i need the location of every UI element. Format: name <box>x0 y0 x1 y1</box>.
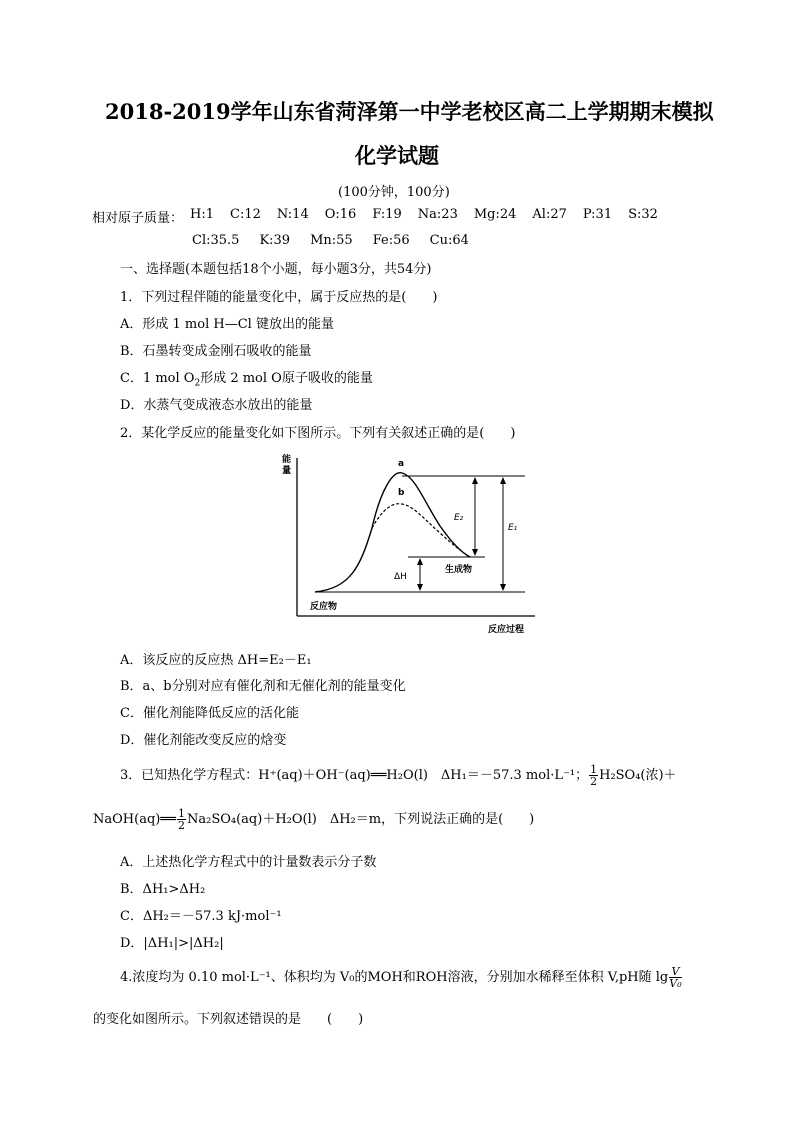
q1-stem: 1．下列过程伴随的能量变化中，属于反应热的是( ) <box>120 290 438 305</box>
label-dh: ΔH <box>394 572 407 582</box>
frac-den: V₀ <box>669 977 682 990</box>
mass-k: K:39 <box>259 233 291 248</box>
q2-option-d: D．催化剂能改变反应的焓变 <box>120 733 287 748</box>
e2-arrow-head-bottom <box>472 549 478 556</box>
curve-b <box>372 504 470 557</box>
y-axis-label-bottom: 量 <box>282 466 292 476</box>
q3-frac-2 <box>177 808 186 831</box>
page-subtitle-title: 化学试题 <box>355 143 439 168</box>
q1-c-pre: C．1 mol O <box>120 371 195 386</box>
e1-arrow-head-bottom <box>500 584 506 591</box>
frac-den: 2 <box>178 819 185 832</box>
mass-cu: Cu:64 <box>429 233 469 248</box>
mass-c: C:12 <box>230 207 261 222</box>
dh-arrow-head-top <box>417 558 423 565</box>
frac-den: 2 <box>590 775 598 788</box>
mass-cl: Cl:35.5 <box>192 233 240 248</box>
e2-arrow-head-top <box>472 477 478 484</box>
section-heading: 一、选择题(本题包括18个小题，每小题3分，共54分) <box>120 262 432 277</box>
mass-s: S:32 <box>628 207 658 222</box>
q3-line2 <box>93 808 534 831</box>
label-b: b <box>398 488 405 498</box>
label-a: a <box>398 459 405 469</box>
q3-option-b: B．ΔH₁>ΔH₂ <box>120 882 206 897</box>
mass-h: H:1 <box>190 207 214 222</box>
mass-fe: Fe:56 <box>372 233 410 248</box>
q4-line2: 的变化如图所示。下列叙述错误的是 ( ) <box>93 1012 364 1027</box>
q4-frac <box>669 966 681 989</box>
q3-frac-1 <box>589 764 598 787</box>
q2-option-c: C．催化剂能降低反应的活化能 <box>120 706 299 721</box>
q3-option-a: A．上述热化学方程式中的计量数表示分子数 <box>120 855 377 870</box>
label-e1: E₁ <box>508 523 518 533</box>
q1-option-a: A．形成 1 mol H—Cl 键放出的能量 <box>120 317 334 332</box>
mass-f: F:19 <box>372 207 402 222</box>
label-reactant: 反应物 <box>310 602 338 612</box>
q3-line2-b: Na₂SO₄(aq)＋H₂O(l) ΔH₂＝m，下列说法正确的是( ) <box>187 812 535 827</box>
q2-option-b: B．a、b分别对应有催化剂和无催化剂的能量变化 <box>120 679 406 694</box>
q1-option-b: B．石墨转变成金刚石吸收的能量 <box>120 344 312 359</box>
y-axis-label-top: 能 <box>282 455 292 465</box>
mass-al: Al:27 <box>532 207 567 222</box>
dh-arrow-head-bottom <box>417 584 423 591</box>
atomic-mass-label: 相对原子质量： <box>92 211 184 226</box>
q1-option-c <box>120 367 373 389</box>
x-axis-label: 反应过程 <box>488 625 525 635</box>
mass-mn: Mn:55 <box>310 233 353 248</box>
frac-num: 1 <box>590 763 598 776</box>
atomic-mass-row1 <box>190 207 658 222</box>
atomic-mass-row2 <box>192 233 469 248</box>
mass-p: P:31 <box>582 207 613 222</box>
mass-n: N:14 <box>276 207 309 222</box>
exam-info: (100分钟，100分) <box>338 185 450 200</box>
q2-option-a: A．该反应的反应热 ΔH=E₂－E₁ <box>120 653 312 668</box>
frac-num: V <box>669 966 681 978</box>
q3-option-c: C．ΔH₂＝－57.3 kJ·mol⁻¹ <box>120 909 282 924</box>
mass-na: Na:23 <box>417 207 458 222</box>
q3-option-d: D．|ΔH₁|>|ΔH₂| <box>120 936 224 951</box>
frac-num: 1 <box>178 807 185 820</box>
q2-stem: 2．某化学反应的能量变化如下图所示。下列有关叙述正确的是( ) <box>120 426 516 441</box>
mass-mg: Mg:24 <box>473 207 517 222</box>
page-title: 2018-2019学年山东省菏泽第一中学老校区高二上学期期末模拟 <box>105 99 714 124</box>
q1-option-d: D．水蒸气变成液态水放出的能量 <box>120 398 313 413</box>
q4-line1-text: 4.浓度均为 0.10 mol·L⁻¹、体积均为 V₀的MOH和ROH溶液，分别加水稀释至体积 V,pH随 lg <box>120 970 669 985</box>
q3-line1 <box>120 764 677 787</box>
energy-diagram <box>280 448 540 638</box>
q3-line1-a: 3．已知热化学方程式：H⁺(aq)＋OH⁻(aq)══H₂O(l) ΔH₁＝－57.3 mol·L⁻¹； <box>120 768 589 783</box>
e1-arrow-head-top <box>500 477 506 484</box>
q3-line1-b: H₂SO₄(浓)＋ <box>599 768 677 783</box>
q1-c-post: 形成 2 mol O原子吸收的能量 <box>200 371 373 386</box>
label-e2: E₂ <box>454 513 464 523</box>
q1-c-sub: 2 <box>194 378 201 389</box>
label-product: 生成物 <box>445 565 473 575</box>
q3-line2-a: NaOH(aq)══ <box>93 812 176 827</box>
q4-line1 <box>120 966 683 989</box>
mass-o: O:16 <box>324 207 357 222</box>
